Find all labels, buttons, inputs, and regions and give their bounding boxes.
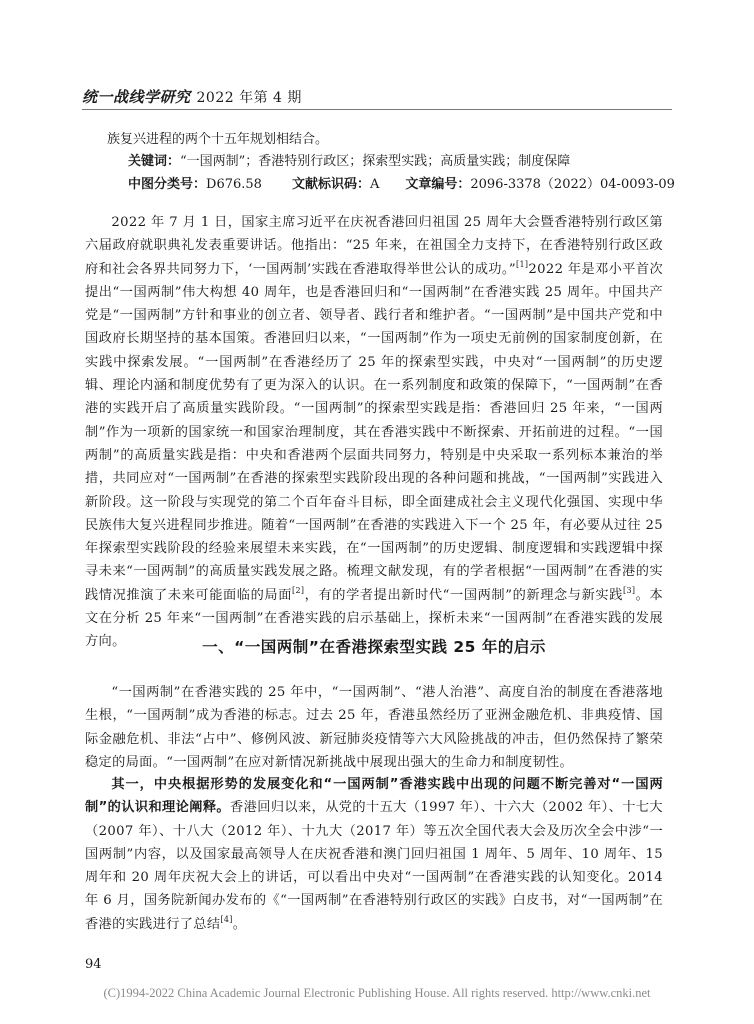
clc-label: 中图分类号：	[128, 177, 207, 192]
citation-2: [2]	[292, 585, 305, 595]
paragraph-3-text: 香港回归以来，从党的十五大（1997 年）、十六大（2002 年）、十七大（2007 年）、十八大（2012 年）、十九大（2017 年）等五次全国代表大会及历次全会中涉“一国两制”内容，以及国家最高领导人在庆祝香港和澳门回归祖国 1 周年、5 周年、10 周年、15 周年和 20 周年庆祝大会上的讲话，可以看出中央对“一国两制”在香港实践的认知变化。2014 年 6 月，国务院新闻办发布的《“一国两制”在香港特别行政区的实践》白皮书，对“一国两制”在香港的实践进行了总结	[85, 800, 663, 932]
doc-code-value: A	[369, 177, 380, 192]
issue-number: 2022 年第 4 期	[196, 90, 302, 106]
body-paragraph-intro	[85, 211, 663, 654]
abstract-tail: 族复兴进程的两个十五年规划相结合。	[107, 132, 329, 147]
citation-3: [3]	[623, 585, 636, 595]
paragraph-3-end: 。	[232, 916, 247, 932]
doc-code-label: 文献标识码：	[291, 177, 370, 192]
article-no-label: 文章编号：	[405, 177, 471, 192]
keywords-label: 关键词：	[128, 154, 181, 169]
article-no-value: 2096-3378（2022）04-0093-09	[470, 177, 675, 192]
paragraph-lead-bold: 其一，中央根据形势的发展变化和“一国两制”香港实践中出现的问题不断完善对“一国两制”的认识和理论阐释。	[85, 777, 663, 816]
classification-line	[128, 176, 675, 194]
body-paragraph-3	[85, 773, 663, 936]
header-rule	[82, 109, 672, 110]
copyright-footer: (C)1994-2022 China Academic Journal Electronic Publishing House. All rights reserved. http://www.cnki.net	[103, 986, 651, 1000]
keywords: “一国两制”；香港特别行政区；探索型实践；高质量实践；制度保障	[180, 154, 571, 169]
intro-text-d: 。本文在分析 25 年来“一国两制”在香港实践的启示基础上，探析未来“一国两制”在香港实践的发展方向。	[85, 587, 663, 650]
intro-text-b: 2022 年是邓小平首次提出“一国两制”伟大构想 40 周年，也是香港回归和“一国两制”在香港实践 25 周年。中国共产党是“一国两制”方针和事业的创立者、领导者、践行者和维护者。“一国两制”是中国共产党和中国政府长期坚持的基本国策。香港回归以来，“一国两制”作为一项史无前例的国家制度创新，在实践中探索发展。“一国两制”在香港经历了 25 年的探索型实践，中央对“一国两制”的历史逻辑、理论内涵和制度优势有了更为深入的认识。在一系列制度和政策的保障下，“一国两制”在香港的实践开启了高质量实践阶段。“一国两制”的探索型实践是指：香港回归 25 年来，“一国两制”作为一项新的国家统一和国家治理制度，其在香港实践中不断探索、开拓前进的过程。“一国两制”的高质量实践是指：中央和香港两个层面共同努力，特别是中央采取一系列标本兼治的举措，共同应对“一国两制”在香港的探索型实践阶段出现的各种问题和挑战，“一国两制”实践进入新阶段。这一阶段与实现党的第二个百年奋斗目标，即全面建成社会主义现代化强国、实现中华民族伟大复兴进程同步推进。随着“一国两制”在香港的实践进入下一个 25 年，有必要从过往 25 年探索型实践阶段的经验来展望未来实践，在“一国两制”的历史逻辑、制度逻辑和实践逻辑中探寻未来“一国两制”的高质量实践发展之路。梳理文献发现，有的学者根据“一国两制”在香港的实践情况推演了未来可能面临的局面	[85, 261, 663, 603]
journal-header	[82, 86, 302, 107]
intro-text-a: 2022 年 7 月 1 日，国家主席习近平在庆祝香港回归祖国 25 周年大会暨香港特别行政区第六届政府就职典礼发表重要讲话。他指出：“25 年来，在祖国全力支持下，在香港特别行政区政府和社会各界共同努力下，‘一国两制’实践在香港取得举世公认的成功。”	[85, 215, 663, 277]
citation-4: [4]	[220, 914, 233, 924]
citation-1: [1]	[515, 259, 529, 269]
section-heading-1: 一、“一国两制”在香港探索型实践 25 年的启示	[202, 638, 546, 656]
page-number: 94	[85, 957, 102, 972]
journal-name: 统一战线学研究	[82, 88, 191, 106]
clc-value: D676.58	[206, 177, 262, 192]
intro-text-c: ，有的学者提出新时代“一国两制”的新理念与新实践	[304, 587, 623, 603]
keywords-line	[128, 153, 570, 171]
body-paragraph-2: “一国两制”在香港实践的 25 年中，“一国两制”、“港人治港”、高度自治的制度在香港落地生根，“一国两制”成为香港的标志。过去 25 年，香港虽然经历了亚洲金融危机、非典疫情、国际金融危机、非法“占中”、修例风波、新冠肺炎疫情等六大风险挑战的冲击，但仍然保持了繁荣稳定的局面。“一国两制”在应对新情况新挑战中展现出强大的生命力和制度韧性。	[85, 685, 663, 770]
